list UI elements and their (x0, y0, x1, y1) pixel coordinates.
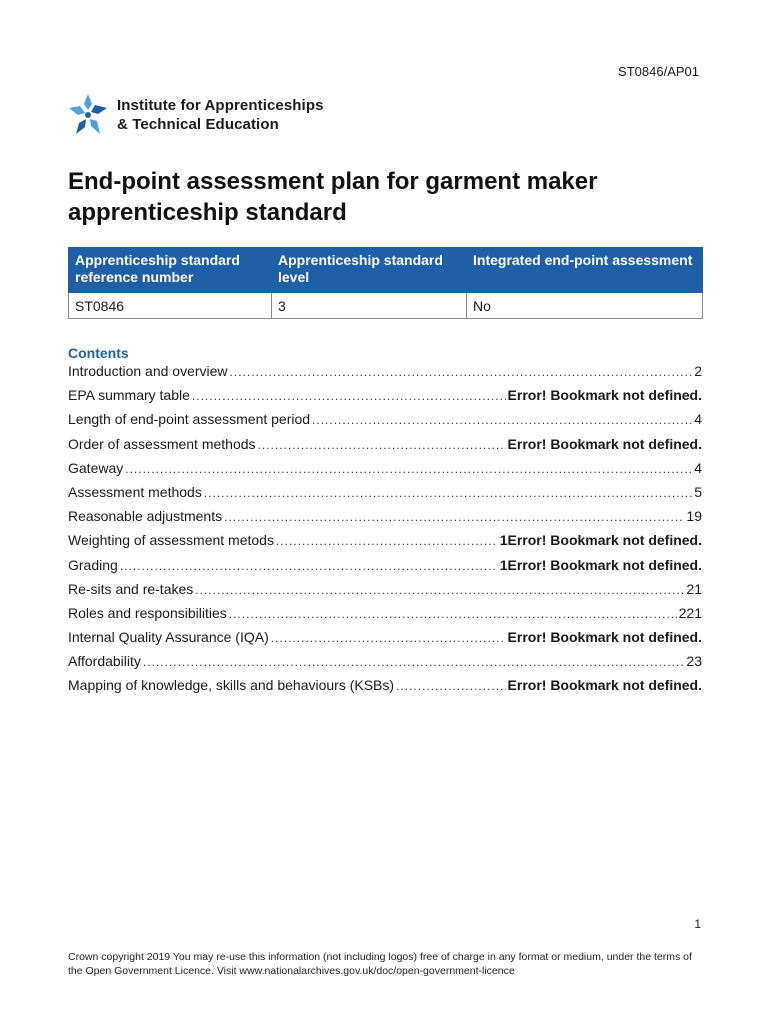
page-title: End-point assessment plan for garment maker apprenticeship standard (68, 168, 598, 226)
toc-dot-leader (192, 389, 506, 403)
toc-entry[interactable] (68, 653, 702, 677)
table-header-row (69, 248, 703, 293)
table-header-cell: Integrated end-point assessment (467, 248, 703, 293)
document-reference: ST0846/AP01 (618, 64, 699, 79)
page-number: 1 (694, 917, 701, 931)
toc-entry[interactable] (68, 605, 702, 629)
toc-entry-label: EPA summary table (68, 387, 190, 404)
toc-entry[interactable] (68, 460, 702, 484)
copyright-footer: Crown copyright 2019 You may re-use this information (not including logos) free of charge in any format or medium, under the terms of the Open Government Licence. Visit www.nationalarchives.gov.uk/doc/open-government-licence (68, 951, 692, 977)
toc-entry-page: 1Error! Bookmark not defined. (499, 532, 702, 549)
table-header-cell: Apprenticeship standard reference number (69, 248, 272, 293)
toc-entry[interactable] (68, 508, 702, 532)
toc-entry[interactable] (68, 363, 702, 387)
toc-entry-label: Re-sits and re-takes (68, 580, 194, 597)
toc-entry-label: Mapping of knowledge, skills and behaviours (KSBs) (68, 677, 395, 694)
toc-entry[interactable] (68, 484, 702, 508)
toc-entry[interactable] (68, 436, 702, 460)
toc-entry-label: Affordability (68, 653, 141, 670)
toc-entry-label: Reasonable adjustments (68, 508, 223, 525)
toc-entry-page: 1Error! Bookmark not defined. (499, 556, 702, 573)
table-cell: 3 (272, 293, 467, 319)
toc-entry-page: Error! Bookmark not defined. (507, 387, 702, 404)
toc-entry-label: Roles and responsibilities (68, 604, 227, 621)
toc-entry[interactable] (68, 557, 702, 581)
toc-entry[interactable] (68, 387, 702, 411)
toc-entry-label: Introduction and overview (68, 363, 228, 379)
contents-heading: Contents (68, 345, 129, 361)
toc-entry-label: Internal Quality Assurance (IQA) (68, 629, 269, 646)
toc-dot-leader (204, 486, 692, 500)
toc-dot-leader (396, 679, 505, 693)
toc-entry-page: 19 (686, 508, 702, 525)
toc-dot-leader (125, 462, 692, 476)
table-row (69, 293, 703, 319)
toc-dot-leader (276, 534, 498, 548)
toc-entry[interactable] (68, 629, 702, 653)
toc-entry-page: 4 (694, 459, 702, 476)
toc-dot-leader (195, 583, 684, 597)
institute-name-line1: Institute for Apprenticeships (117, 97, 324, 114)
toc-dot-leader (258, 438, 506, 452)
toc-entry-label: Length of end-point assessment period (68, 411, 311, 428)
toc-dot-leader (229, 607, 677, 621)
institute-name-line2: & Technical Education (117, 116, 279, 133)
toc-entry-page: 23 (686, 653, 702, 670)
toc-entry[interactable] (68, 677, 702, 701)
toc-entry-page: 221 (678, 604, 702, 621)
toc-dot-leader (224, 510, 684, 524)
toc-entry[interactable] (68, 411, 702, 435)
toc-dot-leader (271, 631, 506, 645)
toc-dot-leader (312, 413, 692, 427)
toc-dot-leader (230, 365, 693, 379)
institute-name (117, 96, 324, 134)
toc-entry-label: Assessment methods (68, 483, 202, 500)
standard-info-table (68, 247, 703, 319)
toc-entry-page: 4 (694, 411, 702, 428)
toc-entry-label: Grading (68, 556, 118, 573)
toc-entry-page: Error! Bookmark not defined. (507, 629, 702, 646)
toc-entry[interactable] (68, 532, 702, 556)
toc-entry-page: 5 (694, 483, 702, 500)
toc-entry-label: Weighting of assessment metods (68, 532, 274, 549)
institute-logo (67, 92, 324, 138)
table-cell: No (467, 293, 703, 319)
toc-dot-leader (120, 559, 498, 573)
toc-entry[interactable] (68, 581, 702, 605)
toc-entry-page: Error! Bookmark not defined. (507, 435, 702, 452)
toc-entry-page: Error! Bookmark not defined. (507, 677, 702, 694)
table-cell: ST0846 (69, 293, 272, 319)
star-flower-logo-icon (67, 92, 109, 138)
toc-entry-page: 21 (686, 580, 702, 597)
toc-dot-leader (143, 655, 685, 669)
table-of-contents (68, 363, 702, 702)
toc-entry-label: Gateway (68, 459, 124, 476)
toc-entry-label: Order of assessment methods (68, 435, 256, 452)
toc-entry-page: 2 (694, 363, 702, 379)
table-header-cell: Apprenticeship standard level (272, 248, 467, 293)
